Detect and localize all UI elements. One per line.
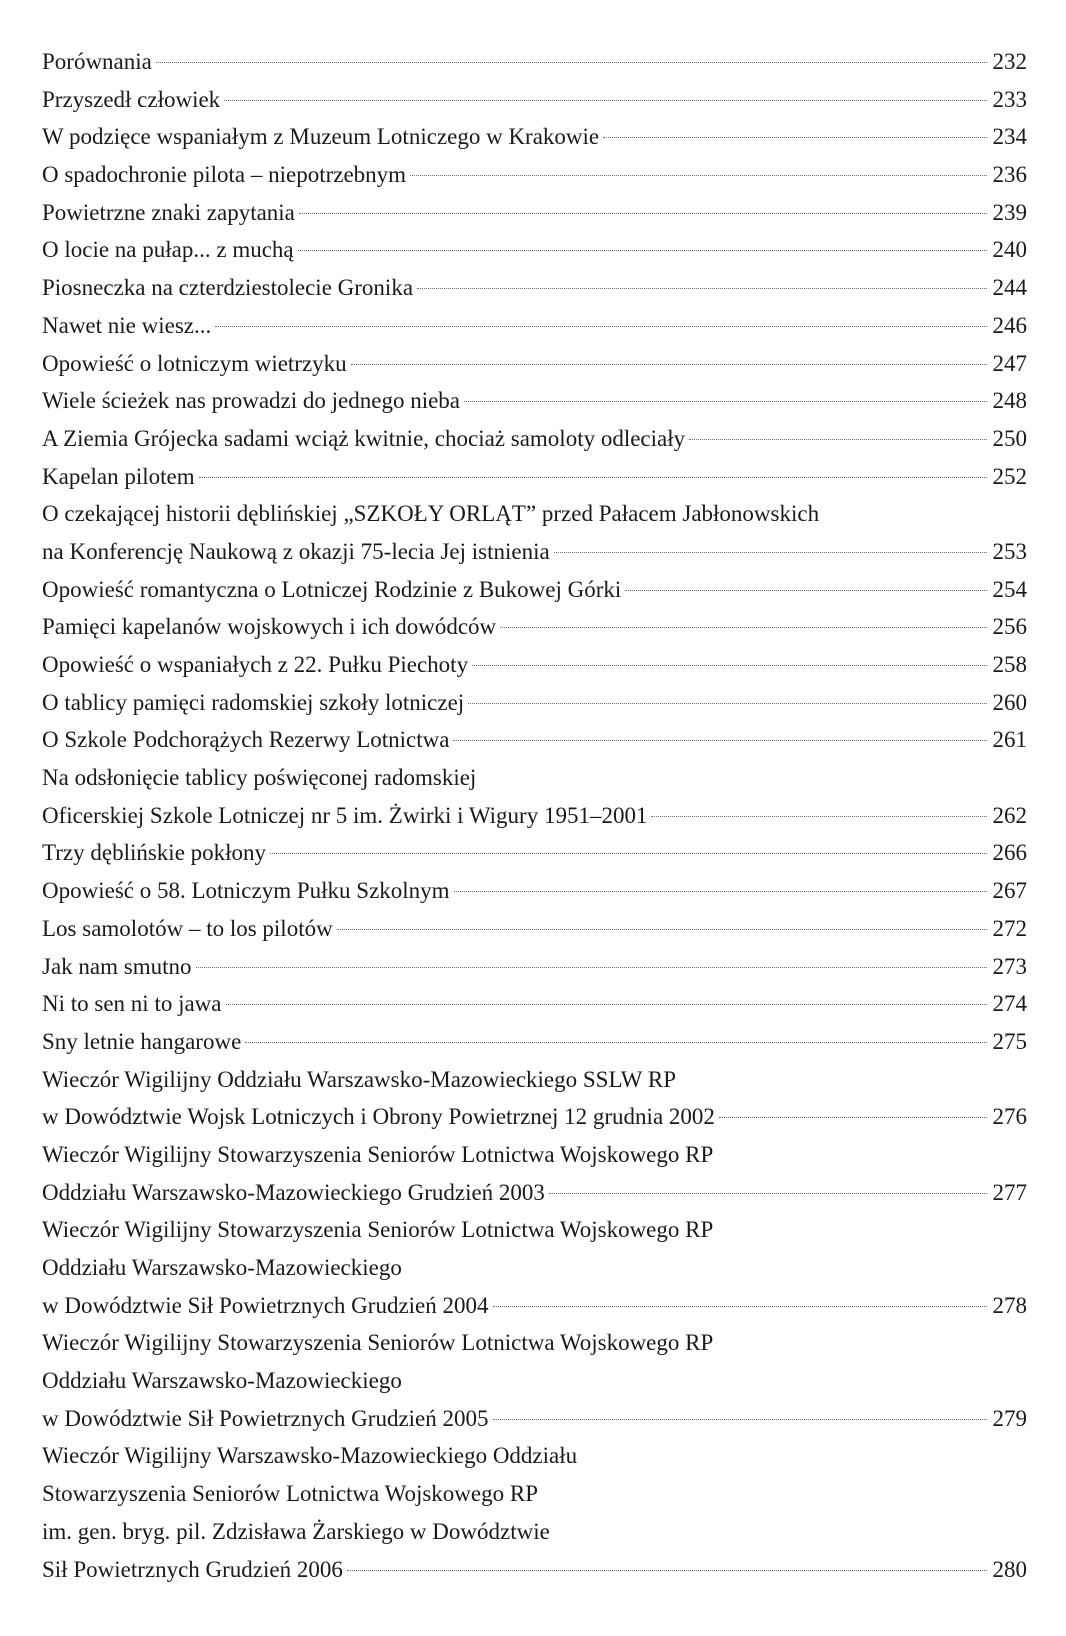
dot-leader — [215, 326, 986, 327]
toc-page-number: 280 — [992, 1556, 1027, 1582]
dot-leader — [417, 288, 986, 289]
toc-entry-title: Trzy dęblińskie pokłony — [42, 840, 267, 866]
dot-leader — [689, 439, 986, 440]
toc-entry-title: na Konferencję Naukową z okazji 75-lecia Jej istnienia — [42, 538, 550, 564]
toc-page-number: 260 — [992, 689, 1027, 715]
toc-entry — [42, 1400, 1027, 1438]
table-of-contents — [42, 43, 1027, 1588]
toc-entry-title: Kapelan pilotem — [42, 463, 195, 489]
toc-entry-title: A Ziemia Grójecka sadami wciąż kwitnie, chociaż samoloty odleciały — [42, 425, 686, 451]
dot-leader — [299, 213, 987, 214]
toc-entry-title: Oddziału Warszawsko-Mazowieckiego Grudzień 2003 — [42, 1179, 545, 1205]
toc-entry — [42, 345, 1027, 383]
toc-entry-title: W podzięce wspaniałym z Muzeum Lotniczego w Krakowie — [42, 124, 600, 150]
dot-leader — [464, 401, 986, 402]
dot-leader — [270, 853, 986, 854]
dot-leader — [224, 100, 986, 101]
toc-entry — [42, 1551, 1027, 1589]
toc-entry-title: Przyszedł człowiek — [42, 86, 221, 112]
toc-entry — [42, 269, 1027, 307]
dot-leader — [196, 967, 987, 968]
dot-leader — [453, 740, 986, 741]
toc-entry — [42, 156, 1027, 194]
dot-leader — [410, 175, 986, 176]
toc-entry-title: Oddziału Warszawsko-Mazowieckiego — [42, 1368, 402, 1394]
toc-page-number: 253 — [992, 538, 1027, 564]
toc-page-number: 247 — [992, 350, 1027, 376]
dot-leader — [156, 62, 987, 63]
toc-entry-title: Opowieść o wspaniałych z 22. Pułku Piechoty — [42, 652, 469, 677]
dot-leader — [351, 364, 987, 365]
toc-entry-continuation — [42, 1437, 1027, 1475]
toc-entry-title: O Szkole Podchorążych Rezerwy Lotnictwa — [42, 727, 450, 753]
toc-entry — [42, 684, 1027, 722]
toc-entry-continuation — [42, 495, 1027, 533]
dot-leader — [245, 1042, 986, 1043]
dot-leader — [454, 891, 987, 892]
toc-page-number: 274 — [992, 991, 1027, 1017]
toc-entry — [42, 458, 1027, 496]
toc-entry-continuation — [42, 1249, 1027, 1287]
toc-entry-title: Wieczór Wigilijny Oddziału Warszawsko-Mazowieckiego SSLW RP — [42, 1066, 676, 1092]
dot-leader — [347, 1570, 987, 1571]
toc-entry-title: w Dowództwie Sił Powietrznych Grudzień 2005 — [42, 1405, 489, 1431]
toc-entry-title: O tablicy pamięci radomskiej szkoły lotniczej — [42, 689, 465, 715]
toc-entry-title: w Dowództwie Sił Powietrznych Grudzień 2004 — [42, 1292, 489, 1318]
toc-entry-continuation — [42, 759, 1027, 797]
toc-entry-continuation — [42, 1475, 1027, 1513]
toc-page-number: 234 — [992, 124, 1027, 150]
toc-entry — [42, 307, 1027, 345]
toc-entry-title: Sił Powietrznych Grudzień 2006 — [42, 1556, 343, 1582]
toc-page-number: 252 — [992, 463, 1027, 489]
toc-page-number: 256 — [992, 614, 1027, 640]
toc-page-number: 267 — [992, 878, 1027, 904]
dot-leader — [472, 665, 986, 666]
dot-leader — [554, 552, 987, 553]
toc-page-number: 261 — [992, 727, 1027, 753]
toc-entry-title: w Dowództwie Wojsk Lotniczych i Obrony Powietrznej 12 grudnia 2002 — [42, 1104, 715, 1130]
toc-entry-continuation — [42, 1362, 1027, 1400]
toc-entry-title: Nawet nie wiesz... — [42, 312, 212, 338]
dot-leader — [493, 1419, 987, 1420]
dot-leader — [298, 250, 987, 251]
toc-page-number: 273 — [992, 953, 1027, 979]
toc-entry-title: Piosneczka na czterdziestolecie Gronika — [42, 275, 414, 301]
toc-page-number: 258 — [992, 652, 1027, 677]
toc-entry — [42, 608, 1027, 646]
toc-entry — [42, 194, 1027, 232]
toc-entry-continuation — [42, 1136, 1027, 1174]
dot-leader — [493, 1306, 987, 1307]
toc-entry-title: O czekającej historii dęblińskiej „SZKOŁY ORLĄT” przed Pałacem Jabłonowskich — [42, 501, 820, 527]
toc-entry-title: Oddziału Warszawsko-Mazowieckiego — [42, 1255, 402, 1280]
toc-page-number: 233 — [992, 86, 1027, 112]
toc-page-number: 248 — [992, 388, 1027, 414]
toc-page-number: 276 — [992, 1104, 1027, 1130]
dot-leader — [226, 1004, 987, 1005]
toc-entry — [42, 231, 1027, 269]
toc-page-number: 232 — [992, 49, 1027, 74]
toc-entry — [42, 910, 1027, 948]
toc-page-number: 250 — [992, 425, 1027, 451]
toc-entry — [42, 81, 1027, 119]
toc-entry-title: O spadochronie pilota – niepotrzebnym — [42, 162, 407, 188]
toc-entry — [42, 533, 1027, 571]
toc-entry-title: Stowarzyszenia Seniorów Lotnictwa Wojskowego RP — [42, 1481, 538, 1507]
toc-entry — [42, 797, 1027, 835]
toc-entry-title: Jak nam smutno — [42, 953, 192, 979]
toc-page-number: 277 — [992, 1179, 1027, 1205]
toc-entry — [42, 420, 1027, 458]
toc-entry — [42, 1023, 1027, 1061]
toc-entry-title: Opowieść o 58. Lotniczym Pułku Szkolnym — [42, 878, 450, 904]
toc-entry — [42, 1287, 1027, 1325]
toc-entry — [42, 872, 1027, 910]
toc-entry — [42, 1098, 1027, 1136]
toc-entry-title: Oficerskiej Szkole Lotniczej nr 5 im. Żwirki i Wigury 1951–2001 — [42, 802, 648, 828]
toc-page-number: 279 — [992, 1405, 1027, 1431]
toc-entry — [42, 721, 1027, 759]
toc-page-number: 278 — [992, 1292, 1027, 1318]
dot-leader — [651, 816, 986, 817]
toc-entry-title: O locie na pułap... z muchą — [42, 237, 294, 263]
dot-leader — [337, 929, 987, 930]
toc-entry — [42, 43, 1027, 81]
dot-leader — [199, 477, 987, 478]
toc-entry-title: Na odsłonięcie tablicy poświęconej radomskiej — [42, 765, 477, 791]
toc-entry-title: Wieczór Wigilijny Warszawsko-Mazowieckiego Oddziału — [42, 1443, 578, 1469]
toc-entry-title: Wiele ścieżek nas prowadzi do jednego nieba — [42, 388, 461, 414]
toc-entry-continuation — [42, 1324, 1027, 1362]
toc-entry — [42, 1174, 1027, 1212]
toc-page-number: 244 — [992, 275, 1027, 301]
toc-entry — [42, 382, 1027, 420]
toc-page-number: 239 — [992, 199, 1027, 225]
toc-page-number: 240 — [992, 237, 1027, 263]
toc-entry — [42, 948, 1027, 986]
toc-entry-title: Ni to sen ni to jawa — [42, 991, 222, 1017]
toc-entry-title: Los samolotów – to los pilotów — [42, 915, 333, 941]
toc-entry — [42, 571, 1027, 609]
toc-entry-continuation — [42, 1061, 1027, 1099]
toc-entry-title: Sny letnie hangarowe — [42, 1028, 242, 1054]
toc-entry-title: im. gen. bryg. pil. Zdzisława Żarskiego w Dowództwie — [42, 1518, 550, 1544]
toc-entry-continuation — [42, 1513, 1027, 1551]
toc-entry-title: Opowieść o lotniczym wietrzyku — [42, 350, 347, 376]
toc-entry-title: Powietrzne znaki zapytania — [42, 199, 295, 225]
toc-entry-title: Pamięci kapelanów wojskowych i ich dowódców — [42, 614, 497, 640]
dot-leader — [500, 627, 986, 628]
dot-leader — [468, 703, 986, 704]
toc-page-number: 266 — [992, 840, 1027, 866]
toc-page-number: 275 — [992, 1028, 1027, 1054]
toc-page-number: 254 — [992, 576, 1027, 602]
dot-leader — [549, 1193, 987, 1194]
toc-page-number: 236 — [992, 162, 1027, 188]
toc-page-number: 272 — [992, 915, 1027, 941]
toc-entry-title: Wieczór Wigilijny Stowarzyszenia Seniorów Lotnictwa Wojskowego RP — [42, 1141, 714, 1167]
toc-entry-continuation — [42, 1211, 1027, 1249]
toc-page-number: 262 — [992, 802, 1027, 828]
toc-entry-title: Porównania — [42, 49, 152, 74]
toc-page-number: 246 — [992, 312, 1027, 338]
toc-entry-title: Opowieść romantyczna o Lotniczej Rodzinie z Bukowej Górki — [42, 576, 622, 602]
toc-entry — [42, 834, 1027, 872]
toc-entry-title: Wieczór Wigilijny Stowarzyszenia Seniorów Lotnictwa Wojskowego RP — [42, 1217, 714, 1243]
dot-leader — [719, 1117, 987, 1118]
dot-leader — [625, 590, 986, 591]
dot-leader — [603, 137, 986, 138]
toc-entry — [42, 985, 1027, 1023]
toc-entry — [42, 118, 1027, 156]
toc-entry-title: Wieczór Wigilijny Stowarzyszenia Seniorów Lotnictwa Wojskowego RP — [42, 1330, 714, 1356]
toc-entry — [42, 646, 1027, 684]
